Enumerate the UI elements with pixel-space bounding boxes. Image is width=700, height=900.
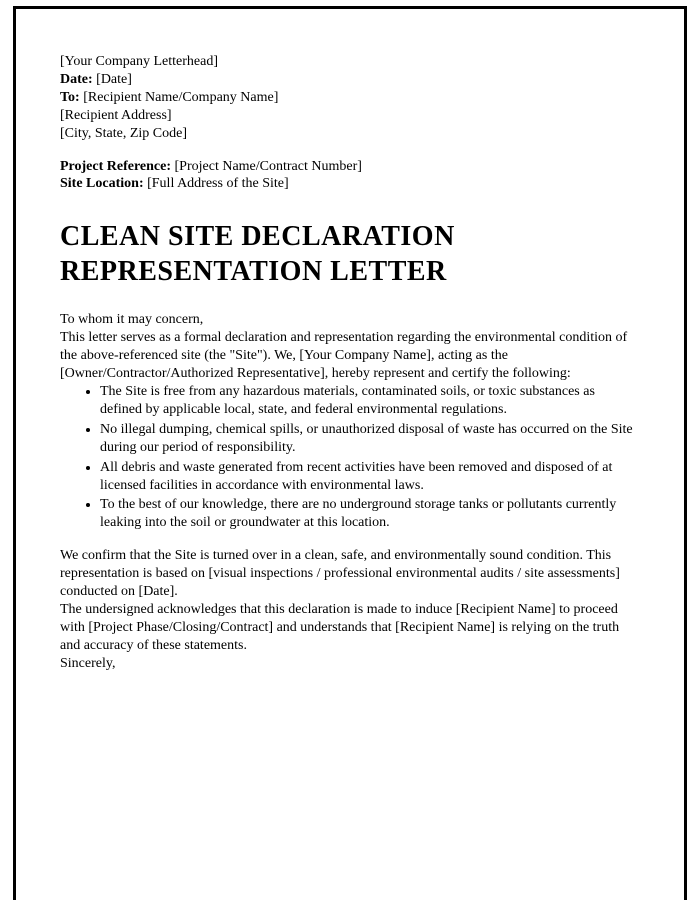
site-location-value: [Full Address of the Site]	[147, 176, 289, 192]
letterhead: [Your Company Letterhead]	[60, 54, 218, 69]
salutation: To whom it may concern,	[60, 312, 204, 328]
to-value: [Recipient Name/Company Name]	[83, 89, 279, 105]
site-location-line	[60, 175, 640, 193]
reference-block	[60, 158, 640, 194]
to-line	[60, 89, 640, 107]
to-label: To:	[60, 89, 80, 105]
declaration-item: • To the best of our knowledge, there are no underground storage tanks or pollutants currently leaking into the soil or groundwater at this location.	[100, 496, 640, 532]
declaration-item: • The Site is free from any hazardous materials, contaminated soils, or toxic substances as defined by applicable local, state, and federal environmental regulations.	[100, 383, 640, 419]
site-location-label: Site Location:	[60, 176, 144, 192]
recipient-city-state-zip: [City, State, Zip Code]	[60, 125, 188, 141]
project-reference-value: [Project Name/Contract Number]	[174, 158, 362, 174]
project-reference-line	[60, 158, 640, 176]
date-label: Date:	[60, 71, 93, 87]
project-reference-label: Project Reference:	[60, 158, 172, 174]
date-value: [Date]	[96, 71, 132, 87]
closing: Sincerely,	[60, 655, 116, 671]
acknowledgement-paragraph: The undersigned acknowledges that this declaration is made to induce [Recipient Name] to proceed with [Project Phase/Closing/Contract] and understands that [Recipient Name] is relying on the truth and accuracy of these statements.	[60, 601, 620, 653]
letter-page	[13, 6, 687, 900]
intro-paragraph: This letter serves as a formal declaration and representation regarding the environmental condition of the above-referenced site (the "Site"). We, [Your Company Name], acting as the [Owner/Contractor/Authorized Representative], hereby represent and certify the following:	[60, 330, 628, 382]
declaration-item: • All debris and waste generated from recent activities have been removed and disposed of at licensed facilities in accordance with environmental laws.	[100, 459, 640, 495]
declaration-item: • No illegal dumping, chemical spills, or unauthorized disposal of waste has occurred on the Site during our period of responsibility.	[100, 421, 640, 457]
date-line	[60, 71, 640, 89]
letter-document	[60, 53, 640, 673]
declaration-list	[60, 383, 640, 532]
recipient-block	[60, 89, 640, 143]
confirmation-paragraph: We confirm that the Site is turned over in a clean, safe, and environmentally sound condition. This representation is based on [visual inspections / professional environmental audits / site assessments] conducted on [Date].	[60, 548, 620, 600]
letter-title: CLEAN SITE DECLARATION REPRESENTATION LETTER	[60, 221, 455, 288]
recipient-address: [Recipient Address]	[60, 107, 172, 123]
